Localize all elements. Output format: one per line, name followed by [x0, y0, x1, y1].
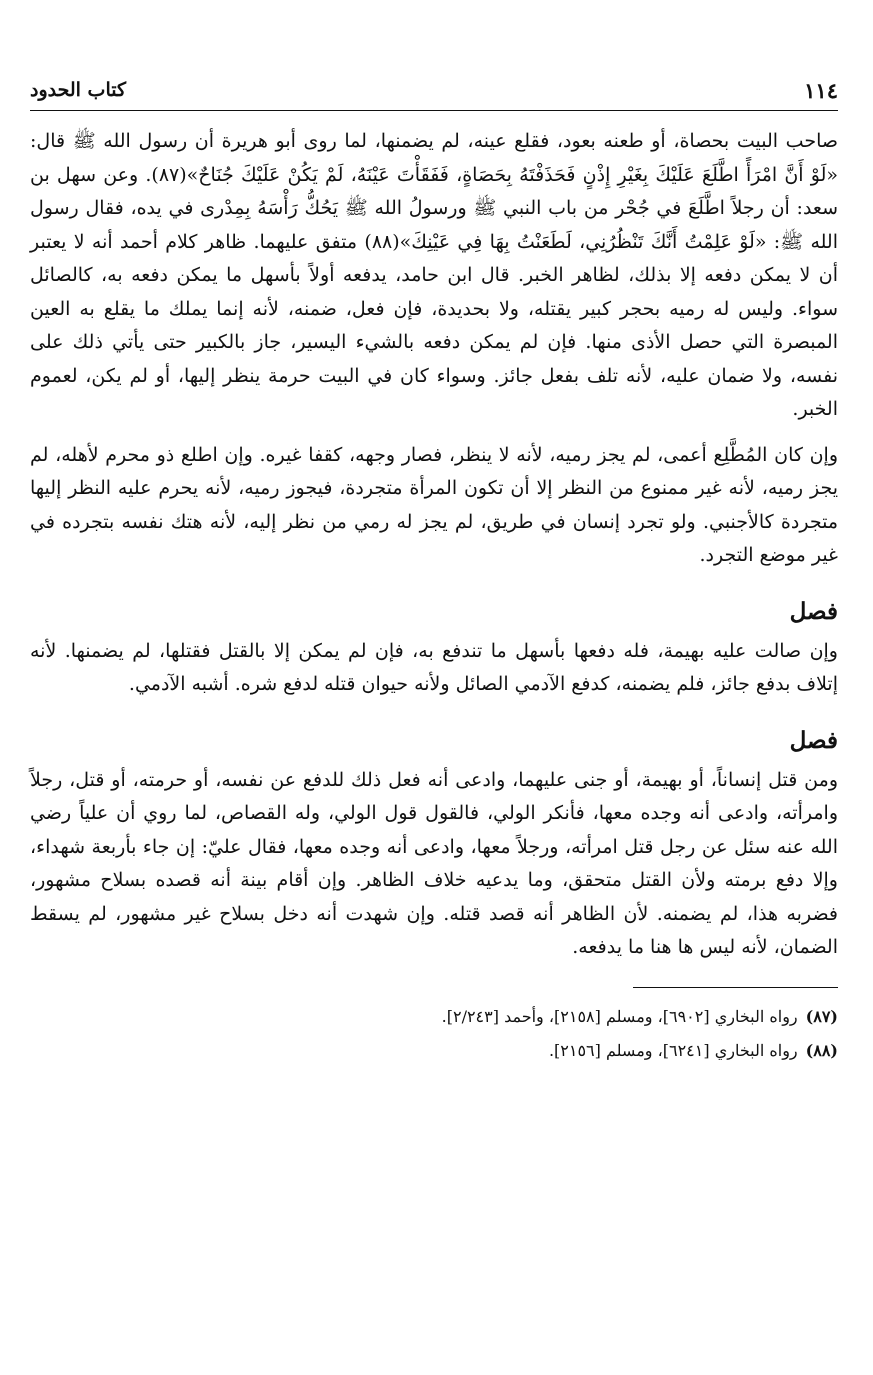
footnote-separator	[633, 987, 838, 988]
book-title: كتاب الحدود	[30, 79, 127, 101]
page-content	[30, 125, 838, 965]
paragraph: وإن صالت عليه بهيمة، فله دفعها بأسهل ما تندفع به، فإن لم يمكن إلا بالقتل فقتلها، لم يضمنها. لأنه إتلاف بدفع جائز، فلم يضمنه، كدفع الآدمي الصائل ولأنه حيوان قتله لدفع شره. أشبه الآدمي.	[30, 639, 838, 695]
footnote-number: (٨٨)	[805, 1040, 838, 1060]
page-number: ١١٤	[804, 77, 838, 103]
page-header	[30, 70, 838, 111]
section-heading: فصل	[789, 726, 838, 754]
section-heading: فصل	[789, 597, 838, 625]
footnote	[30, 1034, 838, 1068]
footnotes	[30, 1000, 838, 1068]
footnote	[30, 1000, 838, 1034]
footnote-text: رواه البخاري [٦٩٠٢]، ومسلم [٢١٥٨]، وأحمد [٢/٢٤٣].	[441, 1006, 798, 1026]
paragraph: صاحب البيت بحصاة، أو طعنه بعود، فقلع عينه، لم يضمنها، لما روى أبو هريرة أن رسول الله ﷺ قال: «لَوْ أَنَّ امْرَأً اطَّلَعَ عَلَيْكَ بِغَيْرِ إِذْنٍ فَحَذَفْتَهُ بِحَصَاةٍ، فَفَقَأْتَ عَيْنَهُ، لَمْ يَكُنْ عَلَيْكَ جُنَاحٌ»(٨٧). وعن سهل بن سعد: أن رجلاً اطَّلَعَ في جُحْر من باب النبي ﷺ ورسولُ الله ﷺ يَحُكُّ رَأْسَهُ بِمِدْرى في يده، فقال رسول الله ﷺ: «لَوْ عَلِمْتُ أَنَّكَ تَنْظُرُنِي، لَطَعَنْتُ بِهَا فِي عَيْنِكَ»(٨٨) متفق عليهما. ظاهر كلام أحمد أنه لا يعتبر أن لا يمكن دفعه إلا بذلك، لظاهر الخبر. قال ابن حامد، يدفعه أولاً بأسهل ما يمكن دفعه به، كالصائل سواء. وليس له رميه بحجر كبير يقتله، ولا بحديدة، فإن فعل، ضمنه، لأنه إنما يملك ما يقلع به العين المبصرة التي حصل الأذى منها. فإن لم يمكن دفعه بالشيء اليسير، جاز بالكبير حتى يأتي ذلك على نفسه، ولا ضمان عليه، لأنه تلف بفعل جائز. وسواء كان في البيت حرمة ينظر إليها، أو لم يكن، لعموم الخبر.	[30, 130, 838, 420]
book-page	[30, 70, 838, 1330]
paragraph: وإن كان المُطَّلِع أعمى، لم يجز رميه، لأنه لا ينظر، فصار وجهه، كقفا غيره. وإن اطلع ذو محرم لأهله، لم يجز رميه، لأنه غير ممنوع من النظر إلا أن تكون المرأة متجردة، فيجوز رميه، لأنه يحرم عليه النظر إليها متجردة كالأجنبي. ولو تجرد إنسان في طريق، لم يجز له رمي من نظر إليه، لأنه هتك نفسه بتجرده في غير موضع التجرد.	[30, 443, 838, 566]
footnote-number: (٨٧)	[805, 1006, 838, 1026]
paragraph: ومن قتل إنساناً، أو بهيمة، أو جنى عليهما، وادعى أنه فعل ذلك للدفع عن نفسه، أو حرمته، أو قتل، رجلاً وامرأته، وادعى أنه وجده معها، فأنكر الولي، فالقول قول الولي، وله القصاص، لما روي أن علياً رضي الله عنه سئل عن رجل قتل امرأته، ورجلاً معها، وادعى أنه وجده معها، فقال عليّ: إن جاء بأربعة شهداء، وإلا دفع برمته ولأن القتل متحقق، وما يدعيه خلاف الظاهر. وإن أقام بينة أنه قصده بسلاح مشهور، فضربه هذا، لم يضمنه. لأن الظاهر أنه قصد قتله. وإن شهدت أنه دخل بسلاح غير مشهور، لم يسقط الضمان، لأنه ليس ها هنا ما يدفعه.	[30, 768, 838, 958]
footnote-text: رواه البخاري [٦٢٤١]، ومسلم [٢١٥٦].	[548, 1040, 798, 1060]
